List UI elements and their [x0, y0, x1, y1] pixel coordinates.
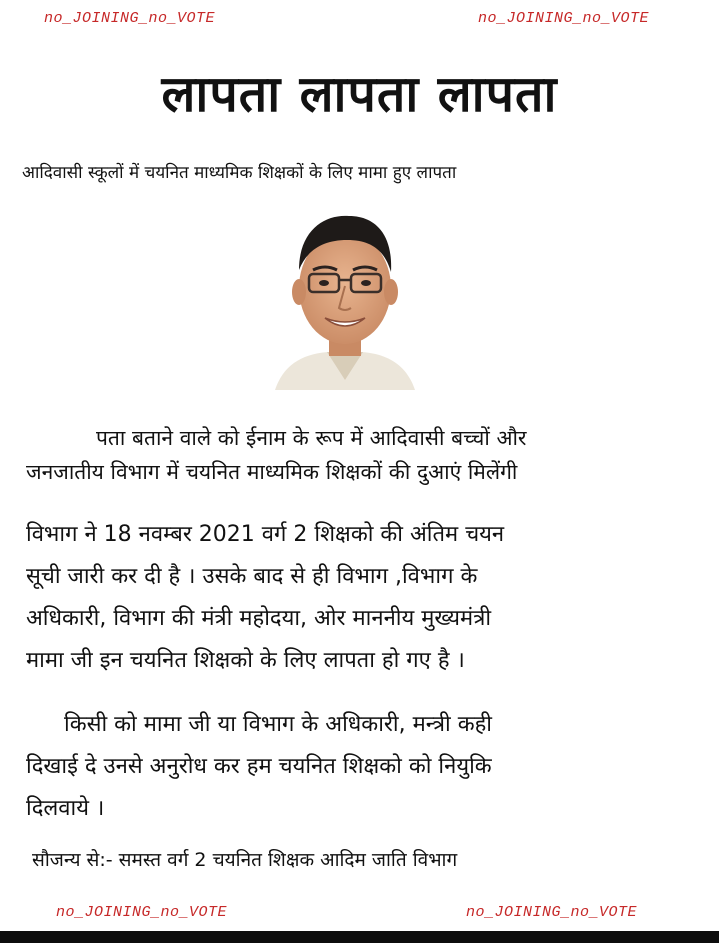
bottom-bar [0, 931, 719, 943]
tag-bottom-left: no_JOINING_no_VOTE [56, 904, 228, 921]
reward-line-2: जनजातीय विभाग में चयनित माध्यमिक शिक्षकों की दुआएं मिलेंगी [26, 460, 518, 484]
page-title: लापता लापता लापता [161, 65, 558, 123]
request-paragraph [26, 704, 706, 830]
credit-line: सौजन्य से:- समस्त वर्ग 2 चयनित शिक्षक आदिम जाति विभाग [32, 849, 458, 871]
subtitle: आदिवासी स्कूलों में चयनित माध्यमिक शिक्षकों के लिए मामा हुए लापता [22, 163, 457, 183]
tag-top-right: no_JOINING_no_VOTE [478, 10, 650, 27]
tag-top-left: no_JOINING_no_VOTE [44, 10, 216, 27]
notice-line-3: अधिकारी, विभाग की मंत्री महोदया, ओर माननीय मुख्यमंत्री [26, 606, 492, 631]
reward-line-1: पता बताने वाले को ईनाम के रूप में आदिवासी बच्चों और [96, 426, 527, 450]
request-line-3: दिलवाये । [26, 796, 105, 821]
reward-paragraph [26, 421, 706, 489]
portrait-photo [265, 200, 425, 390]
notice-line-4: मामा जी इन चयनित शिक्षको के लिए लापता हो गए है । [26, 648, 465, 673]
notice-line-2: सूची जारी कर दी है । उसके बाद से ही विभाग ,विभाग के [26, 564, 478, 589]
portrait-illustration [265, 200, 425, 390]
tag-bottom-right: no_JOINING_no_VOTE [466, 904, 638, 921]
notice-line-1: विभाग ने 18 नवम्बर 2021 वर्ग 2 शिक्षको की अंतिम चयन [26, 522, 505, 547]
notice-paragraph [26, 514, 706, 682]
request-line-1: किसी को मामा जी या विभाग के अधिकारी, मन्त्री कही [64, 712, 493, 737]
request-line-2: दिखाई दे उनसे अनुरोध कर हम चयनित शिक्षको को नियुकि [26, 754, 492, 779]
